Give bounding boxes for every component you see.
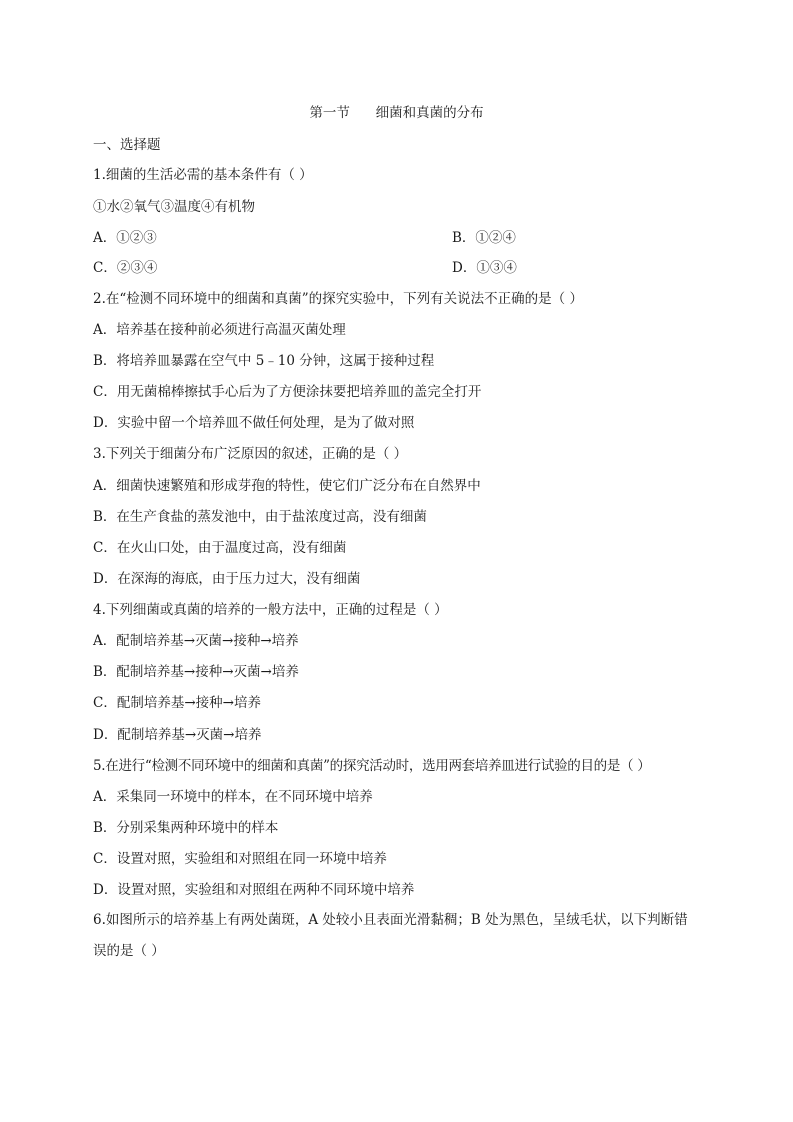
- question-1-stem: 1.细菌的生活必需的基本条件有（ ）: [93, 167, 313, 183]
- question-2-option-c: C．用无菌棉棒擦拭手心后为了方便涂抹要把培养皿的盖完全打开: [93, 384, 482, 400]
- question-5-stem: 5.在进行“检测不同环境中的细菌和真菌”的探究活动时，选用两套培养皿进行试验的目的是（ ）: [93, 758, 651, 774]
- question-4-option-c: C．配制培养基→接种→培养: [93, 695, 261, 711]
- question-2-stem: 2.在“检测不同环境中的细菌和真菌”的探究实验中，下列有关说法不正确的是（ ）: [93, 291, 583, 307]
- question-1-conditions: ①水②氧气③温度④有机物: [93, 199, 255, 215]
- question-5-option-c: C．设置对照，实验组和对照组在同一环境中培养: [93, 851, 387, 867]
- question-2-option-d: D．实验中留一个培养皿不做任何处理，是为了做对照: [93, 415, 415, 431]
- question-1-option-a: A．①②③: [93, 230, 157, 246]
- question-5-option-d: D．设置对照，实验组和对照组在两种不同环境中培养: [93, 882, 415, 898]
- question-3-option-a: A．细菌快速繁殖和形成芽孢的特性，使它们广泛分布在自然界中: [93, 478, 481, 494]
- question-2-option-b: B．将培养皿暴露在空气中 5﹣10 分钟，这属于接种过程: [93, 353, 435, 369]
- question-6-stem: 6.如图所示的培养基上有两处菌斑，A 处较小且表面光滑黏稠；B 处为黑色，呈绒毛状，以下判断错误的是（ ）: [93, 912, 688, 959]
- question-5-option-b: B．分别采集两种环境中的样本: [93, 820, 279, 836]
- question-2-option-a: A．培养基在接种前必须进行高温灭菌处理: [93, 322, 346, 338]
- question-4-option-b: B．配制培养基→接种→灭菌→培养: [93, 664, 299, 680]
- question-5-option-a: A．采集同一环境中的样本，在不同环境中培养: [93, 789, 373, 805]
- page-title: 第一节 细菌和真菌的分布: [309, 105, 484, 121]
- question-3-option-b: B．在生产食盐的蒸发池中，由于盐浓度过高，没有细菌: [93, 509, 427, 525]
- question-3-stem: 3.下列关于细菌分布广泛原因的叙述，正确的是（ ）: [93, 446, 408, 462]
- question-1-option-b: B．①②④: [452, 230, 516, 246]
- question-1-option-d: D．①③④: [452, 260, 517, 276]
- section-heading: 一、选择题: [93, 137, 161, 153]
- question-4-stem: 4.下列细菌或真菌的培养的一般方法中，正确的过程是（ ）: [93, 602, 448, 618]
- question-3-option-c: C．在火山口处，由于温度过高，没有细菌: [93, 540, 347, 556]
- question-1-option-c: C．②③④: [93, 260, 158, 276]
- question-4-option-a: A．配制培养基→灭菌→接种→培养: [93, 633, 299, 649]
- question-4-option-d: D．配制培养基→灭菌→培养: [93, 727, 262, 743]
- question-3-option-d: D．在深海的海底，由于压力过大，没有细菌: [93, 571, 361, 587]
